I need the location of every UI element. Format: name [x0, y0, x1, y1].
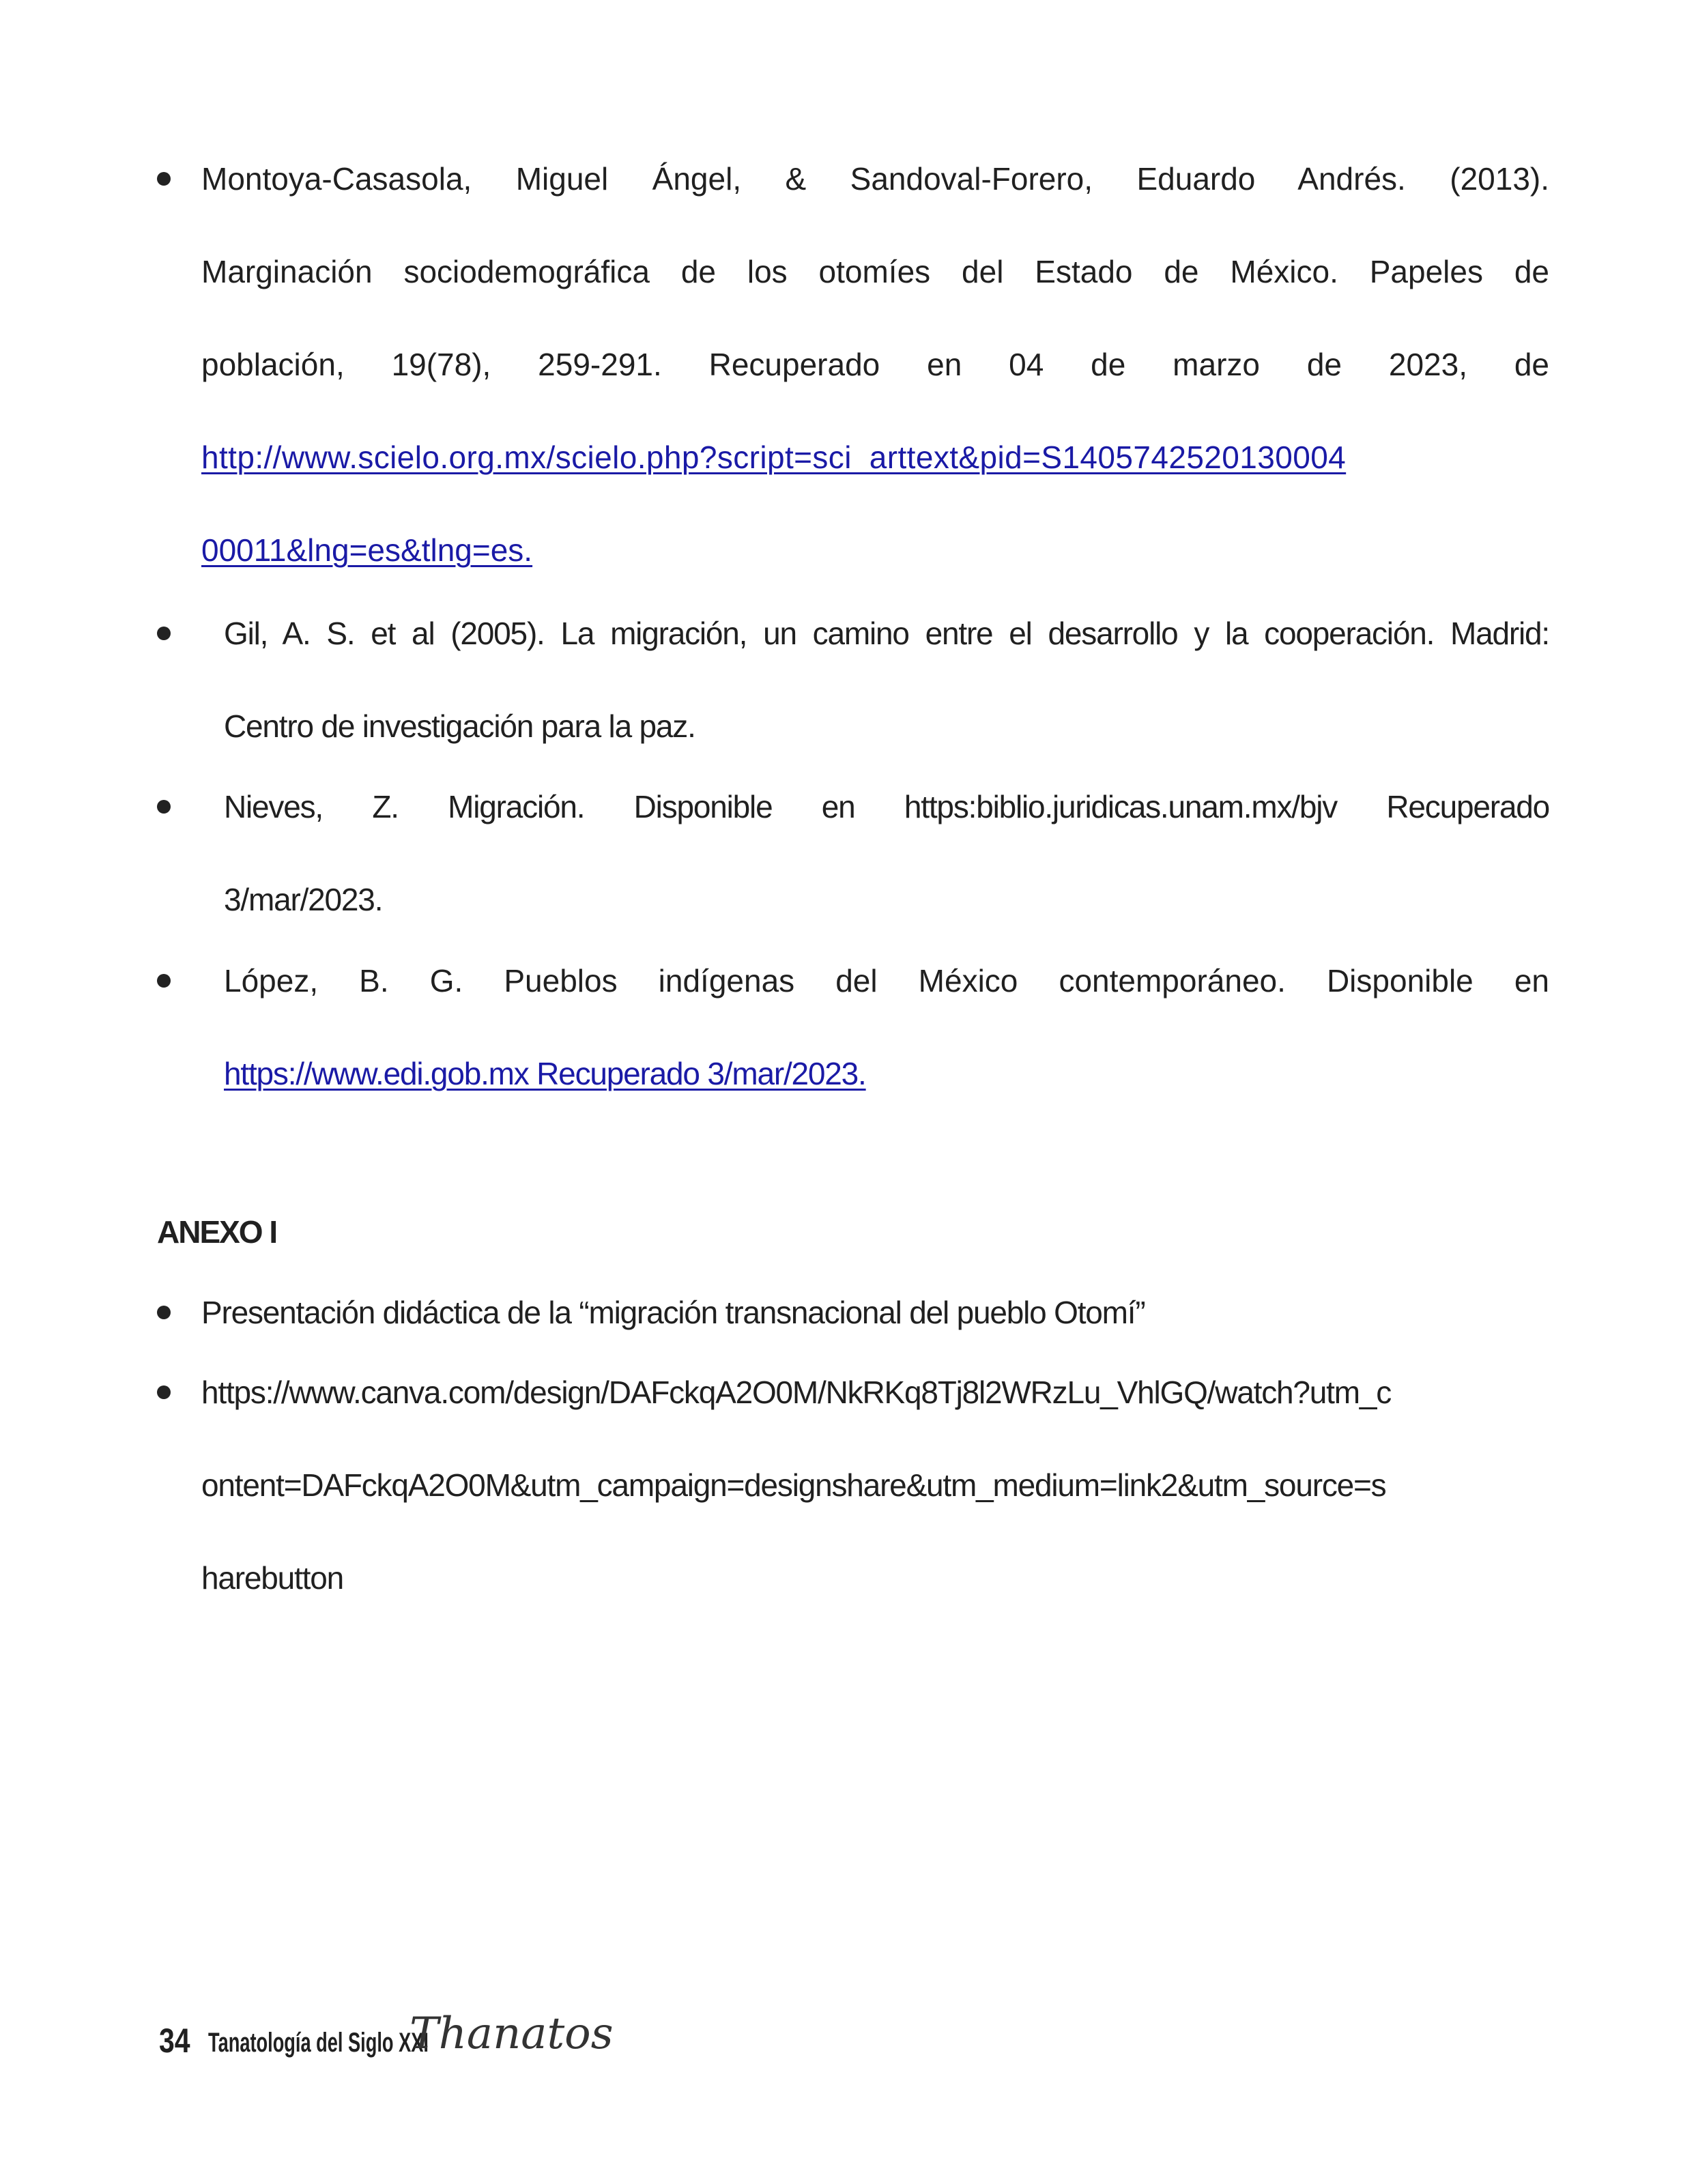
magazine-title: Tanatología del Siglo XXI: [208, 2028, 429, 2058]
bullet-icon: [157, 974, 171, 988]
reference-nieves-line-2: 3/mar/2023.: [224, 882, 383, 917]
bullet-icon: [157, 627, 171, 640]
reference-montoya-link-line-1[interactable]: http://www.scielo.org.mx/scielo.php?script=sci_arttext&pid=S1405742520130004: [201, 440, 1347, 475]
reference-lopez-link[interactable]: https://www.edi.gob.mx Recuperado 3/mar/2023.: [224, 1056, 866, 1091]
bullet-icon: [157, 172, 171, 186]
annex-url-line-3[interactable]: harebutton: [201, 1560, 343, 1596]
reference-nieves-line-1: Nieves, Z. Migración. Disponible en https:biblio.juridicas.unam.mx/bjv Recuperado: [224, 789, 1549, 824]
reference-gil-line-2: Centro de investigación para la paz.: [224, 708, 695, 744]
page-number: 34: [159, 2022, 190, 2060]
reference-gil-line-1: Gil, A. S. et al (2005). La migración, un camino entre el desarrollo y la cooperación. Madrid:: [224, 616, 1549, 651]
bullet-icon: [157, 1385, 171, 1399]
bullet-icon: [157, 1306, 171, 1319]
thanatos-logo: Thanatos: [409, 2009, 614, 2059]
annex-heading: ANEXO I: [157, 1214, 277, 1250]
reference-montoya-line-3: población, 19(78), 259-291. Recuperado en 04 de marzo de 2023, de: [201, 347, 1549, 382]
reference-lopez-line-1: López, B. G. Pueblos indígenas del México contemporáneo. Disponible en: [224, 963, 1549, 998]
reference-montoya-link-line-2[interactable]: 00011&lng=es&tlng=es.: [201, 532, 533, 568]
annex-item-presentation: Presentación didáctica de la “migración transnacional del pueblo Otomí”: [201, 1295, 1145, 1330]
bullet-icon: [157, 800, 171, 814]
annex-url-line-1[interactable]: https://www.canva.com/design/DAFckqA2O0M/NkRKq8Tj8l2WRzLu_VhlGQ/watch?utm_c: [201, 1375, 1392, 1410]
annex-url-line-2[interactable]: ontent=DAFckqA2O0M&utm_campaign=designshare&utm_medium=link2&utm_source=s: [201, 1467, 1386, 1503]
reference-montoya-line-2: Marginación sociodemográfica de los otomíes del Estado de México. Papeles de: [201, 254, 1549, 289]
reference-montoya-line-1: Montoya-Casasola, Miguel Ángel, & Sandoval-Forero, Eduardo Andrés. (2013).: [201, 161, 1549, 197]
